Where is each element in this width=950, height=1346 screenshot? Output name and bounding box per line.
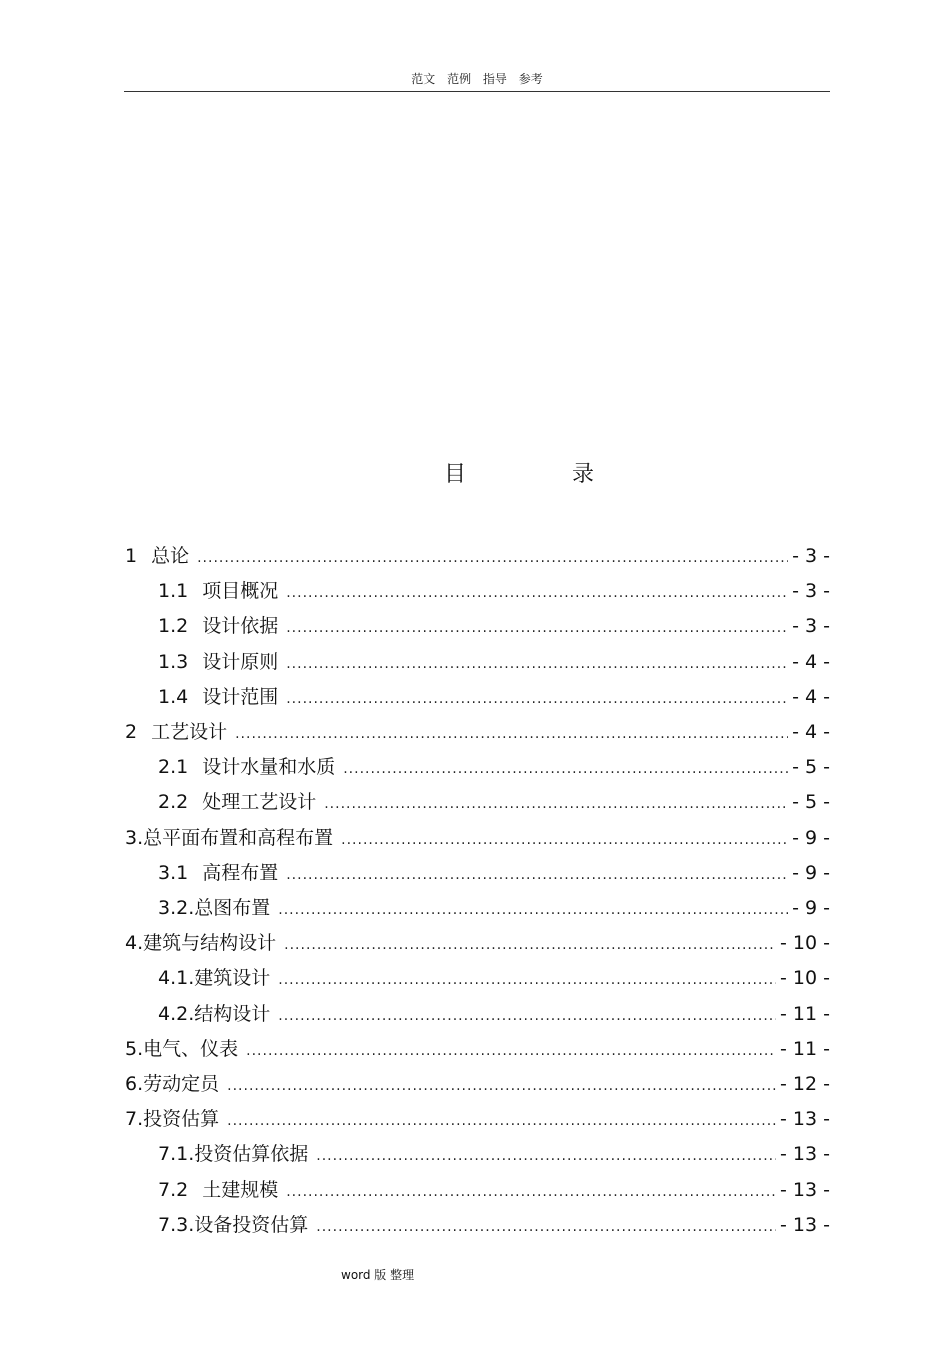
toc-leader-dots (278, 963, 776, 998)
toc-entry-number: 3.2. (158, 897, 195, 919)
toc-entry-page: - 10 - (780, 932, 830, 955)
toc-entry-label: 投资估算依据 (194, 1143, 309, 1166)
toc-leader-dots (278, 893, 788, 928)
toc-entry[interactable] (158, 997, 830, 1032)
toc-entry-number: 7.1. (158, 1143, 195, 1166)
toc-leader-dots (341, 823, 788, 858)
toc-entry-page: - 12 - (780, 1073, 830, 1095)
toc-entry-number: 6. (125, 1073, 144, 1095)
toc-entry-page: - 4 - (792, 650, 830, 673)
toc-entry-label: 建筑与结构设计 (143, 932, 277, 955)
toc-entry[interactable] (158, 609, 830, 644)
toc-leader-dots (286, 576, 788, 611)
toc-entry-page: - 9 - (792, 861, 830, 884)
toc-entry-label: 处理工艺设计 (202, 791, 317, 814)
toc-entry-page: - 11 - (780, 1037, 830, 1060)
toc-entry-page: - 3 - (792, 580, 830, 603)
toc-entry-label: 设计水量和水质 (202, 756, 336, 779)
toc-entry[interactable] (158, 785, 830, 820)
toc-leader-dots (235, 717, 788, 752)
toc-entry-page: - 13 - (780, 1108, 830, 1131)
toc-entry[interactable] (158, 680, 830, 715)
toc-entry-label: 建筑设计 (194, 967, 271, 990)
toc-entry-label: 总图布置 (194, 897, 271, 919)
toc-entry-page: - 13 - (780, 1213, 830, 1236)
toc-title-char-2: 录 (572, 462, 595, 487)
toc-entry-number: 1.3 (158, 650, 189, 673)
toc-leader-dots (284, 928, 776, 963)
toc-entry-page: - 3 - (792, 615, 830, 638)
toc-leader-dots (286, 858, 788, 893)
toc-entry-label: 结构设计 (194, 1002, 271, 1025)
toc-entry-number: 3.1 (158, 861, 189, 884)
toc-entry[interactable] (125, 539, 830, 574)
toc-entry-label: 设计依据 (202, 615, 279, 638)
toc-leader-dots (197, 541, 788, 576)
toc-entry-label: 电气、仪表 (143, 1037, 239, 1060)
toc-entry[interactable] (158, 891, 830, 926)
toc-entry[interactable] (125, 821, 830, 856)
toc-entry-number: 1.4 (158, 685, 189, 708)
toc-entry-label: 高程布置 (202, 861, 279, 884)
footer-text: word 版 整理 (341, 1268, 415, 1282)
toc-leader-dots (227, 1069, 776, 1104)
toc-leader-dots (324, 787, 788, 822)
toc-entry-number: 1.1 (158, 580, 189, 603)
toc-entry-label: 劳动定员 (143, 1073, 220, 1095)
toc-entry[interactable] (158, 574, 830, 609)
toc-leader-dots (286, 647, 788, 682)
toc-title (0, 458, 950, 492)
toc-entry-number: 2.2 (158, 791, 189, 814)
header-item-fanwen: 范文 (411, 72, 436, 86)
header-item-cankao: 参考 (518, 72, 543, 86)
toc-entry-page: - 13 - (780, 1143, 830, 1166)
toc-entry-label: 工艺设计 (151, 721, 228, 743)
toc-entry-number: 7.3. (158, 1213, 195, 1236)
toc-entry[interactable] (158, 645, 830, 680)
toc-entry-number: 4.2. (158, 1002, 195, 1025)
toc-leader-dots (286, 1175, 776, 1210)
toc-entry-page: - 4 - (792, 685, 830, 708)
toc-leader-dots (316, 1210, 776, 1245)
toc-entry[interactable] (158, 750, 830, 785)
page-header (124, 70, 830, 92)
toc-entry[interactable] (125, 715, 830, 750)
toc-leader-dots (286, 682, 788, 717)
toc-entry[interactable] (125, 926, 830, 961)
toc-entry[interactable] (158, 1208, 830, 1243)
toc-entry-label: 设计原则 (202, 650, 279, 673)
toc-entry-number: 4.1. (158, 967, 195, 990)
toc-title-char-1: 目 (444, 462, 467, 487)
toc-leader-dots (246, 1034, 776, 1069)
toc-leader-dots (286, 611, 788, 646)
toc-leader-dots (316, 1139, 776, 1174)
toc-entry-label: 土建规模 (202, 1178, 279, 1201)
toc-entry-label: 设计范围 (202, 685, 279, 708)
toc-entry-label: 项目概况 (202, 580, 279, 603)
toc-leader-dots (343, 752, 788, 787)
toc-entry-number: 5. (125, 1037, 144, 1060)
toc-entry[interactable] (158, 1173, 830, 1208)
toc-entry-page: - 13 - (780, 1178, 830, 1201)
toc-entry-number: 3. (125, 826, 144, 849)
toc-entry-number: 2 (125, 721, 138, 743)
toc-entry[interactable] (158, 1137, 830, 1172)
toc-entry-number: 2.1 (158, 756, 189, 779)
toc-entry-number: 4. (125, 932, 144, 955)
toc-entry[interactable] (158, 961, 830, 996)
toc-entry-label: 总平面布置和高程布置 (143, 826, 334, 849)
toc-entry[interactable] (125, 1032, 830, 1067)
toc-entry-page: - 11 - (780, 1002, 830, 1025)
toc-entry-page: - 5 - (792, 756, 830, 779)
header-item-zhidao: 指导 (482, 72, 507, 86)
toc-entry[interactable] (125, 1067, 830, 1102)
toc-entry-number: 7. (125, 1108, 144, 1131)
toc-entry-page: - 10 - (780, 967, 830, 990)
toc-entry[interactable] (158, 856, 830, 891)
toc-entry-page: - 3 - (792, 545, 830, 567)
toc-leader-dots (227, 1104, 776, 1139)
header-item-fanli: 范例 (447, 72, 472, 86)
toc-entry-number: 1.2 (158, 615, 189, 638)
toc-entry-number: 7.2 (158, 1178, 189, 1201)
toc-entry-label: 投资估算 (143, 1108, 220, 1131)
toc-entry-number: 1 (125, 545, 138, 567)
toc-entry-label: 设备投资估算 (194, 1213, 309, 1236)
toc-entry-label: 总论 (151, 545, 190, 567)
toc-entry-page: - 4 - (792, 721, 830, 743)
toc-entry-page: - 5 - (792, 791, 830, 814)
toc-entry-page: - 9 - (792, 897, 830, 919)
toc-entry-page: - 9 - (792, 826, 830, 849)
toc-leader-dots (278, 999, 776, 1034)
toc-entry[interactable] (125, 1102, 830, 1137)
